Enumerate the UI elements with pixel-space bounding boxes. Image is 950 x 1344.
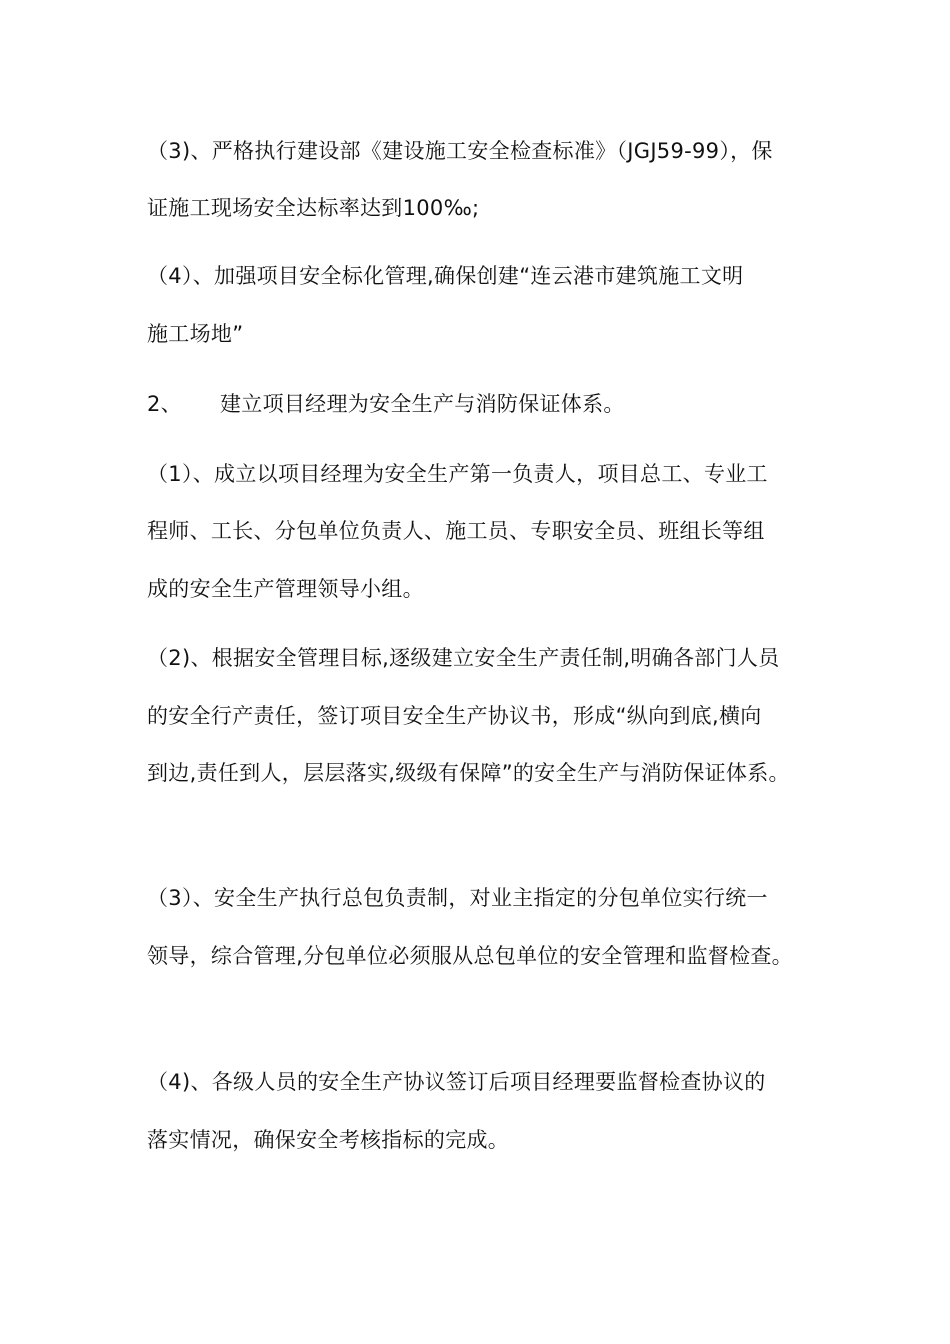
item-3-line-1: （3）、安全生产执行总包负责制，对业主指定的分包单位实行统一 [147, 886, 768, 910]
item-1-line-2: 程师、工长、分包单位负责人、施工员、专职安全员、班组长等组 [147, 519, 765, 543]
item-3-line-2: 领导，综合管理,分包单位必须服从总包单位的安全管理和监督检查。 [147, 944, 793, 968]
item-1-line-3: 成的安全生产管理领导小组。 [147, 577, 424, 601]
item-1-line-1: （1）、成立以项目经理为安全生产第一负责人，项目总工、专业工 [147, 462, 768, 486]
item-4-line-2: 落实情况，确保安全考核指标的完成。 [147, 1128, 510, 1152]
section-2-heading [147, 390, 625, 418]
paragraph-4-line-2: 施工场地” [147, 322, 244, 346]
item-4-line-1: （4)、各级人员的安全生产协议签订后项目经理要监督检查协议的 [147, 1070, 766, 1094]
paragraph-4-line-1: （4）、加强项目安全标化管理,确保创建“连云港市建筑施工文明 [147, 264, 744, 288]
section-2-number: 2、 [147, 392, 182, 416]
paragraph-3-line-2: 证施工现场安全达标率达到100‰; [147, 196, 480, 220]
paragraph-3-line-1: （3)、严格执行建设部《建设施工安全检查标准》（JGJ59-99），保 [147, 139, 773, 163]
item-2-line-2: 的安全行产责任，签订项目安全生产协议书，形成“纵向到底,横向 [147, 704, 762, 728]
item-2-line-3: 到边,责任到人，层层落实,级级有保障”的安全生产与消防保证体系。 [147, 761, 790, 785]
section-2-title: 建立项目经理为安全生产与消防保证体系。 [219, 392, 625, 416]
item-2-line-1: （2)、根据安全管理目标,逐级建立安全生产责任制,明确各部门人员 [147, 646, 780, 670]
